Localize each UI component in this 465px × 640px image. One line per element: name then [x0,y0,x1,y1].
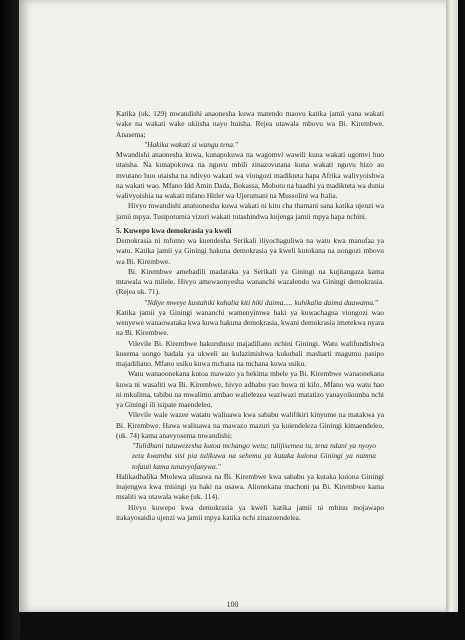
paragraph: Watu wanaoonekana kutoa mawazo ya hekima mbele ya Bi. Kirembwe wanaonekana kuwa ni wasaliti wa Bi. Kirembwe, hivyo adhabu yao huwa ni kifo. Mfano wa watu hao ni mkulima, tabibu na mwalimu ambao walielezea waziwazi matatizo yanayoikumba nchi ya Giningi ili isipate maendeleo. [116,369,384,409]
paragraph: Demokrasia ni mfumo wa kuendesha Serikali iliyochaguliwa na watu kwa manufaa ya watu. Katika jamii ya Giningi hakuna demokrasia ya kweli kutokana na uongozi mbovu wa Bi. Kirembwe. [116,236,384,266]
paragraph: Vilevile wale wazee watatu waliuawa kwa sababu walifikiri kinyume na matakwa ya Bi. Kirembwe. Hawa waliuawa na mawazo mazuri ya kuiendeleza Giningi kimaendeleo, (uk. 74) kama anavyosema mwandishi; [116,410,384,440]
paragraph: Halikadhalika Mtolewa aliuawa na Bi. Kirembwe kwa sababu ya kutaka kuiona Giningi inajengwa kwa misingi ya haki na usawa. Alionekana machoni pa Bi. Kirembwe kama msaliti wa utawala wake (uk. 114). [116,471,384,502]
quotation: "Tulidhani tutawezesha kutoa mchango wetu; tulijisemea tu, tena ndani ya nyoyo zetu kwamba sisi pia tulikuwa na sehemu ya kutaka kuiona Giningi ya namna tofauti kama tunavyofanywa." [132,441,376,471]
binding-shadow [0,0,20,640]
paragraph: Mwandishi anaonesha kuwa, kunapokuwa na wagomvi wawili kuna wakati ugomvi huo utaisha. Na kunapokuwa na nguvu mbili zinazovutana kuna wakati nguvu hizo au mvutano huo utaisha na ndivyo wakati wa viongozi madikteta hapa Afrika walivyoishwa na wakati wao. Mfano Idd Amin Dada, Bokassa, Mobotu na baadhi ya madikteta wa dunia walivyoishia na wakati mfano Hitler wa Ujerumani na Mussolini wa Italia. [116,150,384,200]
paragraph: Hivyo kuwepo kwa demokrasia ya kweli katika jamii ni mbinu mojawapo itakayosaidia ujenzi wa jamii mpya katika nchi zinazoendelea. [116,502,384,522]
quotation: "Hakika wakati si wangu tena." [144,139,238,149]
paragraph: Katika (uk. 129) mwandishi anaonesha kuwa matendo maovu katika jamii yana wakati wake na wakati wake ukiisha nayo huisha. Rejea utawala mbovu wa Bi. Kirembwe. Anasema; [116,109,384,139]
quotation: "Ndiye mweye kustahiki kuhalia kiti hiki daima..... kuhikalia daima daawamu." [144,297,378,307]
page-edge [446,0,458,612]
paragraph: Bi. Kirembwe amebadili madaraka ya Serikali ya Giningi na kujitangaza kama mtawala wa milele. Hivyo amewaonyesha wananchi wazalendo wa Giningi demokrasia. (Rejea uk. 71). [116,266,384,297]
section-heading: 5. Kuwepo kwa demokrasia ya kweli [116,225,232,235]
paragraph: Vilevile Bi. Kirembwe hakuruhusu majadiliano nchini Giningi. Watu walifundishwa kusema uongo badala ya ukweli au kulazimishwa kukubali masharti magumu pasipo majadiliano. Mfano usiku kuwa mchana na mchana kuwa usiku. [116,338,384,368]
paragraph: Katika jamii ya Giningi wananchi wamenyimwa haki ya kuwachagua viongozi wao wenyewe wanaowataka kwa kuwa hakuna demokrasia, kwani demokrasia imetekwa nyara na Bi. Kirembwe. [116,307,384,338]
paragraph: Hivyo mwandishi anatuonesha kuwa wakati ni kitu cha thamani sana katika ujenzi wa jamii mpya. Tusipotumia vizuri wakati tutashindwa kujenga jamii mpya hapa nchini. [116,201,384,221]
page-number: 100 [226,600,239,609]
page-body [116,109,384,523]
